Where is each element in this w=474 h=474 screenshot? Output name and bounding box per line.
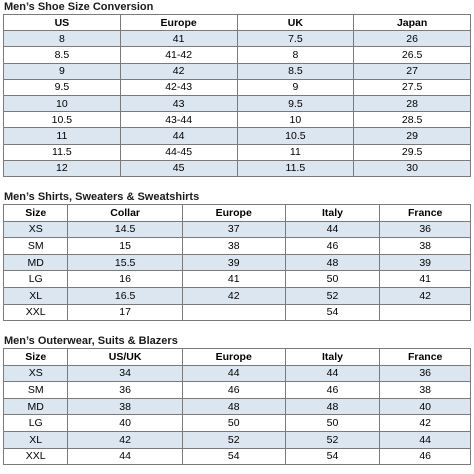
table-cell: XL — [4, 431, 68, 448]
table-cell: 7.5 — [237, 31, 354, 47]
table-cell: 54 — [285, 448, 380, 465]
table-cell: 30 — [354, 160, 471, 176]
table-cell: 15.5 — [68, 254, 182, 271]
table-cell: 44 — [285, 365, 380, 382]
shoe-size-table — [3, 14, 471, 177]
table-row — [4, 254, 471, 271]
table-cell: 48 — [285, 254, 380, 271]
table-cell: 14.5 — [68, 221, 182, 238]
table-cell: 10 — [4, 95, 121, 111]
table-cell: 29.5 — [354, 144, 471, 160]
column-header-collar: Collar — [68, 205, 182, 222]
shoe-size-title: Men’s Shoe Size Conversion — [4, 1, 154, 13]
table-cell: 28 — [354, 95, 471, 111]
table-cell: 40 — [68, 415, 182, 432]
table-cell: 48 — [182, 398, 285, 415]
table-cell: 54 — [285, 304, 380, 321]
table-header-row — [4, 205, 471, 222]
table-cell: 41-42 — [120, 47, 237, 63]
table-row — [4, 398, 471, 415]
table-cell: 8.5 — [4, 47, 121, 63]
table-cell: XL — [4, 287, 68, 304]
table-cell: 41 — [182, 271, 285, 288]
column-header-us: US — [4, 15, 121, 31]
table-cell: 11 — [4, 128, 121, 144]
table-row — [4, 31, 471, 47]
table-cell: 42 — [120, 63, 237, 79]
table-cell: 48 — [285, 398, 380, 415]
column-header-uk: UK — [237, 15, 354, 31]
table-cell: 42 — [380, 415, 471, 432]
table-row — [4, 382, 471, 399]
table-row — [4, 160, 471, 176]
table-cell: 39 — [182, 254, 285, 271]
table-cell: 29 — [354, 128, 471, 144]
table-cell: 9 — [4, 63, 121, 79]
column-header-us-uk: US/UK — [68, 349, 182, 366]
table-cell: 52 — [285, 287, 380, 304]
table-cell: 46 — [380, 448, 471, 465]
column-header-europe: Europe — [182, 349, 285, 366]
table-cell: 41 — [380, 271, 471, 288]
table-cell: XXL — [4, 304, 68, 321]
table-cell: 9.5 — [237, 95, 354, 111]
outerwear-size-section — [3, 335, 471, 465]
table-cell: MD — [4, 398, 68, 415]
table-header-row — [4, 349, 471, 366]
table-cell: LG — [4, 415, 68, 432]
table-cell: XXL — [4, 448, 68, 465]
column-header-size: Size — [4, 349, 68, 366]
column-header-size: Size — [4, 205, 68, 222]
table-cell — [380, 304, 471, 321]
shirt-size-title: Men’s Shirts, Sweaters & Sweatshirts — [4, 191, 200, 203]
table-cell: 52 — [285, 431, 380, 448]
table-cell: 50 — [285, 415, 380, 432]
table-cell: 44 — [380, 431, 471, 448]
table-cell: 46 — [285, 238, 380, 255]
table-cell: 40 — [380, 398, 471, 415]
table-cell: 36 — [380, 221, 471, 238]
table-cell: 44-45 — [120, 144, 237, 160]
table-cell: 26 — [354, 31, 471, 47]
table-cell: 42-43 — [120, 79, 237, 95]
shirt-size-table — [3, 204, 471, 321]
table-cell: 38 — [68, 398, 182, 415]
table-row — [4, 287, 471, 304]
table-cell: 44 — [120, 128, 237, 144]
table-cell: 11 — [237, 144, 354, 160]
table-cell: 11.5 — [4, 144, 121, 160]
table-row — [4, 365, 471, 382]
table-cell: 42 — [68, 431, 182, 448]
table-cell: 15 — [68, 238, 182, 255]
shoe-size-section — [3, 1, 471, 177]
table-cell: 44 — [68, 448, 182, 465]
table-cell: 37 — [182, 221, 285, 238]
table-cell — [182, 304, 285, 321]
column-header-europe: Europe — [182, 205, 285, 222]
table-cell: 54 — [182, 448, 285, 465]
table-row — [4, 415, 471, 432]
table-row — [4, 63, 471, 79]
table-cell: 46 — [182, 382, 285, 399]
table-cell: 52 — [182, 431, 285, 448]
outerwear-size-rows — [4, 365, 471, 465]
table-cell: 27 — [354, 63, 471, 79]
table-row — [4, 112, 471, 128]
table-cell: 11.5 — [237, 160, 354, 176]
table-cell: SM — [4, 238, 68, 255]
table-cell: 9.5 — [4, 79, 121, 95]
table-cell: 36 — [68, 382, 182, 399]
column-header-japan: Japan — [354, 15, 471, 31]
table-cell: 10.5 — [4, 112, 121, 128]
table-cell: 38 — [380, 238, 471, 255]
table-cell: 46 — [285, 382, 380, 399]
table-cell: 44 — [285, 221, 380, 238]
table-cell: 16 — [68, 271, 182, 288]
table-header-row — [4, 15, 471, 31]
column-header-italy: Italy — [285, 205, 380, 222]
table-cell: 38 — [182, 238, 285, 255]
table-cell: 38 — [380, 382, 471, 399]
table-row — [4, 47, 471, 63]
column-header-europe: Europe — [120, 15, 237, 31]
table-cell: 8 — [237, 47, 354, 63]
table-cell: 8.5 — [237, 63, 354, 79]
table-cell: XS — [4, 221, 68, 238]
table-cell: 10.5 — [237, 128, 354, 144]
table-cell: 43-44 — [120, 112, 237, 128]
table-row — [4, 144, 471, 160]
table-cell: 50 — [285, 271, 380, 288]
table-cell: 45 — [120, 160, 237, 176]
table-cell: SM — [4, 382, 68, 399]
table-cell: LG — [4, 271, 68, 288]
table-row — [4, 79, 471, 95]
outerwear-size-title: Men’s Outerwear, Suits & Blazers — [4, 335, 178, 347]
table-cell: 28.5 — [354, 112, 471, 128]
table-cell: 16.5 — [68, 287, 182, 304]
table-row — [4, 95, 471, 111]
table-cell: 44 — [182, 365, 285, 382]
column-header-france: France — [380, 205, 471, 222]
table-cell: 34 — [68, 365, 182, 382]
table-cell: 42 — [380, 287, 471, 304]
table-row — [4, 238, 471, 255]
outerwear-size-table — [3, 348, 471, 465]
table-cell: MD — [4, 254, 68, 271]
table-cell: 41 — [120, 31, 237, 47]
shirt-size-rows — [4, 221, 471, 321]
table-cell: 39 — [380, 254, 471, 271]
table-row — [4, 128, 471, 144]
table-cell: 36 — [380, 365, 471, 382]
table-cell: 9 — [237, 79, 354, 95]
table-row — [4, 221, 471, 238]
column-header-france: France — [380, 349, 471, 366]
table-cell: 8 — [4, 31, 121, 47]
shoe-size-rows — [4, 31, 471, 177]
table-row — [4, 304, 471, 321]
table-cell: 17 — [68, 304, 182, 321]
table-cell: 50 — [182, 415, 285, 432]
table-cell: 27.5 — [354, 79, 471, 95]
table-row — [4, 271, 471, 288]
table-cell: 12 — [4, 160, 121, 176]
table-cell: 10 — [237, 112, 354, 128]
column-header-italy: Italy — [285, 349, 380, 366]
table-cell: 43 — [120, 95, 237, 111]
table-cell: XS — [4, 365, 68, 382]
table-row — [4, 431, 471, 448]
table-cell: 42 — [182, 287, 285, 304]
table-row — [4, 448, 471, 465]
shirt-size-section — [3, 191, 471, 321]
table-cell: 26.5 — [354, 47, 471, 63]
